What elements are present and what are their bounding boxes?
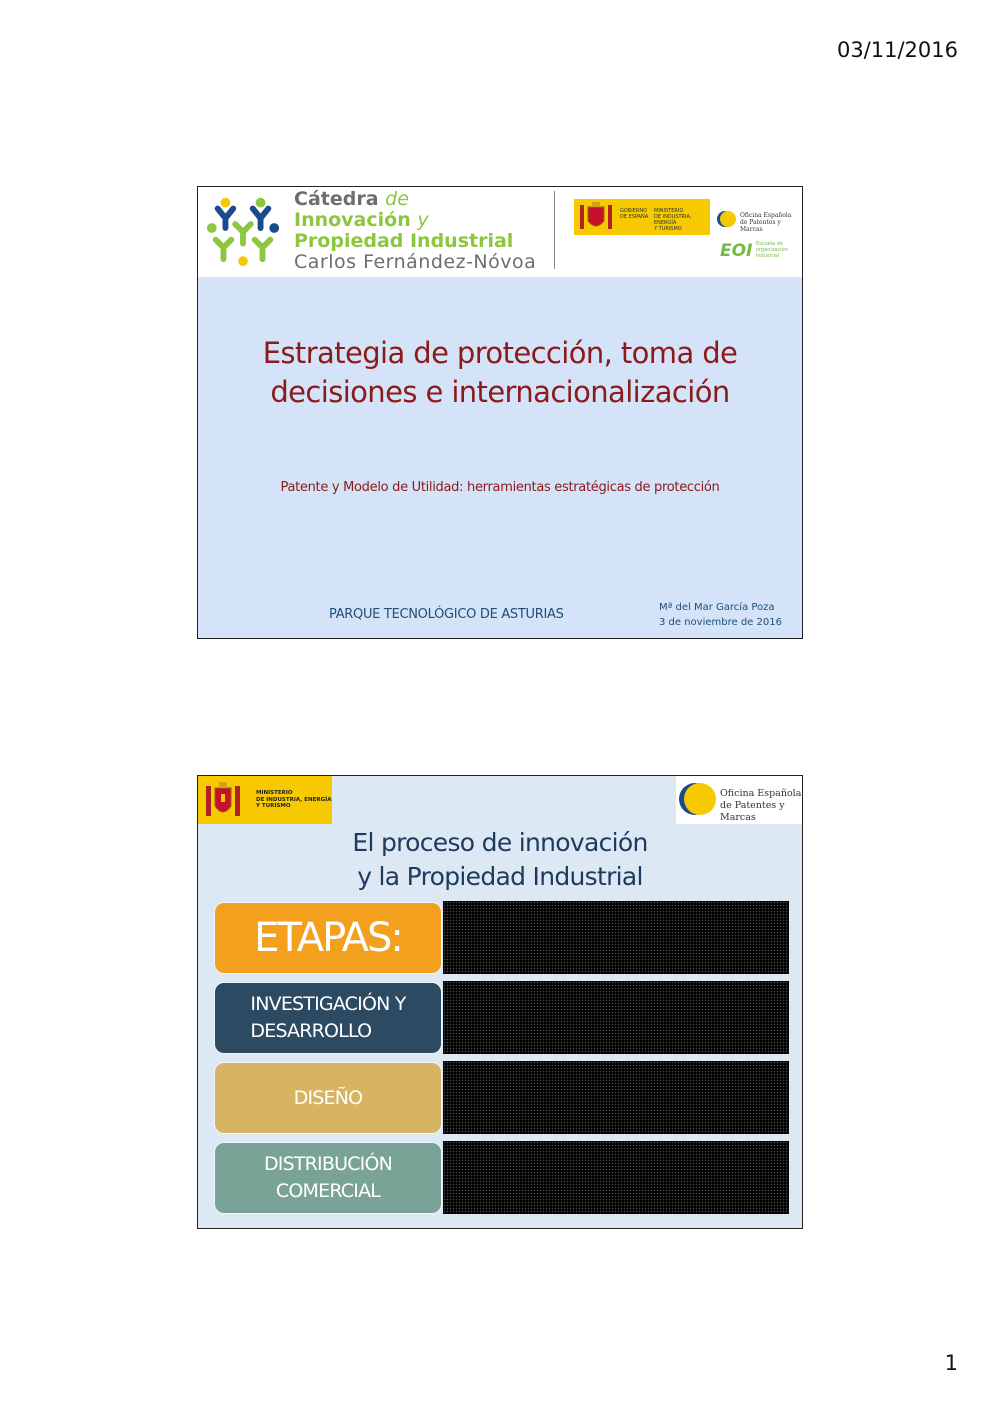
author-block (659, 600, 782, 630)
catedra-propiedad: Propiedad Industrial (294, 230, 514, 252)
stage-investigacion (215, 983, 441, 1053)
author-name: Mª del Mar García Poza (659, 602, 775, 613)
eoi-mark: EOI (720, 241, 753, 261)
ministerio-logo-small (574, 199, 710, 235)
oepm-dot-icon (720, 211, 736, 227)
slide-1-title (198, 334, 802, 412)
title-line-2: y la Propiedad Industrial (357, 862, 643, 891)
stage-distribucion (215, 1143, 441, 1213)
oepm-text-small: Oficina Española de Patentes y Marcas (740, 212, 792, 233)
oepm-dot-icon (684, 783, 716, 815)
catedra-de: de (385, 188, 409, 210)
slide-1 (197, 186, 803, 639)
stage-label: ETAPAS: (254, 914, 402, 961)
stage-etapas (215, 903, 441, 973)
redacted-block (443, 1061, 789, 1134)
catedra-logo-icon (204, 189, 282, 267)
slide-2-title (198, 826, 802, 894)
coat-of-arms-icon (204, 780, 242, 820)
stage-label: DISTRIBUCIÓN COMERCIAL (263, 1153, 393, 1202)
oepm-text: Oficina Española de Patentes y Marcas (720, 788, 802, 823)
document-date: 03/11/2016 (836, 38, 958, 62)
page-number: 1 (944, 1351, 958, 1375)
catedra-name: Carlos Fernández-Nóvoa (294, 251, 537, 273)
redacted-block (443, 901, 789, 974)
slide-2 (197, 775, 803, 1229)
stage-label: DISEÑO (293, 1086, 363, 1109)
ministerio-text: MINISTERIO DE INDUSTRIA, ENERGÍA Y TURISMO (256, 790, 332, 809)
ministerio-logo (198, 776, 332, 824)
title-line-1: Estrategia de protección, toma de (262, 336, 738, 370)
redacted-block (443, 981, 789, 1054)
title-line-2: decisiones e internacionalización (270, 375, 730, 409)
eoi-subtext: Escuela de organización industrial (756, 241, 788, 259)
slide-1-header (198, 187, 802, 277)
title-line-1: El proceso de innovación (352, 828, 648, 857)
redacted-block (443, 1141, 789, 1214)
catedra-y: y (417, 209, 429, 231)
gobierno-text: GOBIERNO DE ESPAÑA (620, 208, 649, 220)
slide-1-subtitle: Patente y Modelo de Utilidad: herramientas estratégicas de protección (280, 480, 720, 495)
header-divider (554, 191, 555, 269)
ministerio-text-small: MINISTERIO DE INDUSTRIA, ENERGÍA Y TURISMO (654, 208, 692, 232)
catedra-innovacion: Innovación (294, 209, 411, 231)
stage-label: INVESTIGACIÓN Y DESARROLLO (250, 993, 406, 1042)
stage-diseno (215, 1063, 441, 1133)
presentation-date: 3 de noviembre de 2016 (659, 617, 782, 628)
catedra-word: Cátedra (294, 188, 379, 210)
coat-of-arms-icon (578, 201, 614, 233)
oepm-logo-small (716, 205, 798, 235)
eoi-logo (718, 237, 798, 263)
oepm-logo (676, 776, 802, 824)
venue-text: PARQUE TECNOLÓGICO DE ASTURIAS (329, 607, 564, 622)
catedra-wordmark (294, 189, 536, 273)
